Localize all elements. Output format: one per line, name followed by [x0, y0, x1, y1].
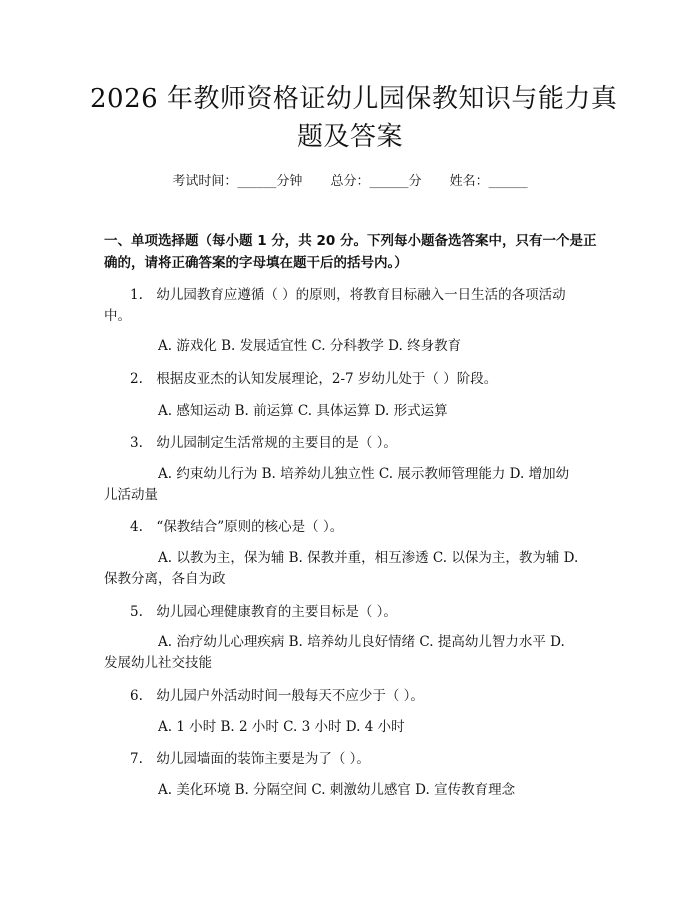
section-heading-line-1: 一、单项选择题（每小题 1 分，共 20 分。下列每小题备选答案中，只有一个是正 [104, 233, 597, 249]
exam-info [0, 170, 700, 189]
title-line-2: 题及答案 [296, 122, 403, 152]
exam-score: 总分：______分 [330, 174, 422, 189]
document-title [90, 80, 618, 156]
question-3-options: A. 约束幼儿行为 B. 培养幼儿独立性 C. 展示教师管理能力 D. 增加幼 [158, 466, 570, 482]
question-2-options: A. 感知运动 B. 前运算 C. 具体运算 D. 形式运算 [158, 403, 448, 419]
question-1-stem-cont: 中。 [104, 308, 131, 324]
question-6-options: A. 1 小时 B. 2 小时 C. 3 小时 D. 4 小时 [158, 719, 405, 735]
question-4-options-cont: 保教分离，各自为政 [104, 571, 226, 587]
question-5-options: A. 治疗幼儿心理疾病 B. 培养幼儿良好情绪 C. 提高幼儿智力水平 D. [158, 634, 565, 650]
question-7-stem: 7. 幼儿园墙面的装饰主要是为了（ ）。 [130, 751, 370, 767]
title-line-1: 2026 年教师资格证幼儿园保教知识与能力真 [90, 84, 618, 114]
question-6-stem: 6. 幼儿园户外活动时间一般每天不应少于（ ）。 [130, 688, 424, 704]
section-heading-line-2: 确的，请将正确答案的字母填在题干后的括号内。） [104, 255, 408, 271]
question-4-stem: 4. “保教结合”原则的核心是（ ）。 [130, 519, 344, 535]
exam-time: 考试时间：______分钟 [172, 174, 303, 189]
question-5-stem: 5. 幼儿园心理健康教育的主要目标是（ ）。 [130, 604, 397, 620]
section-heading [104, 230, 604, 274]
exam-name: 姓名：______ [449, 174, 528, 189]
question-4-options: A. 以教为主，保为辅 B. 保教并重，相互渗透 C. 以保为主，教为辅 D. [158, 550, 579, 566]
question-3-options-cont: 儿活动量 [104, 487, 158, 503]
question-3-stem: 3. 幼儿园制定生活常规的主要目的是（ ）。 [130, 435, 397, 451]
question-2-stem: 2. 根据皮亚杰的认知发展理论，2-7 岁幼儿处于（ ）阶段。 [130, 371, 498, 387]
question-1-options: A. 游戏化 B. 发展适宜性 C. 分科教学 D. 终身教育 [158, 338, 462, 354]
question-7-options: A. 美化环境 B. 分隔空间 C. 刺激幼儿感官 D. 宣传教育理念 [158, 782, 516, 798]
question-1-stem: 1. 幼儿园教育应遵循（ ）的原则，将教育目标融入一日生活的各项活动 [130, 287, 566, 303]
question-5-options-cont: 发展幼儿社交技能 [104, 655, 212, 671]
